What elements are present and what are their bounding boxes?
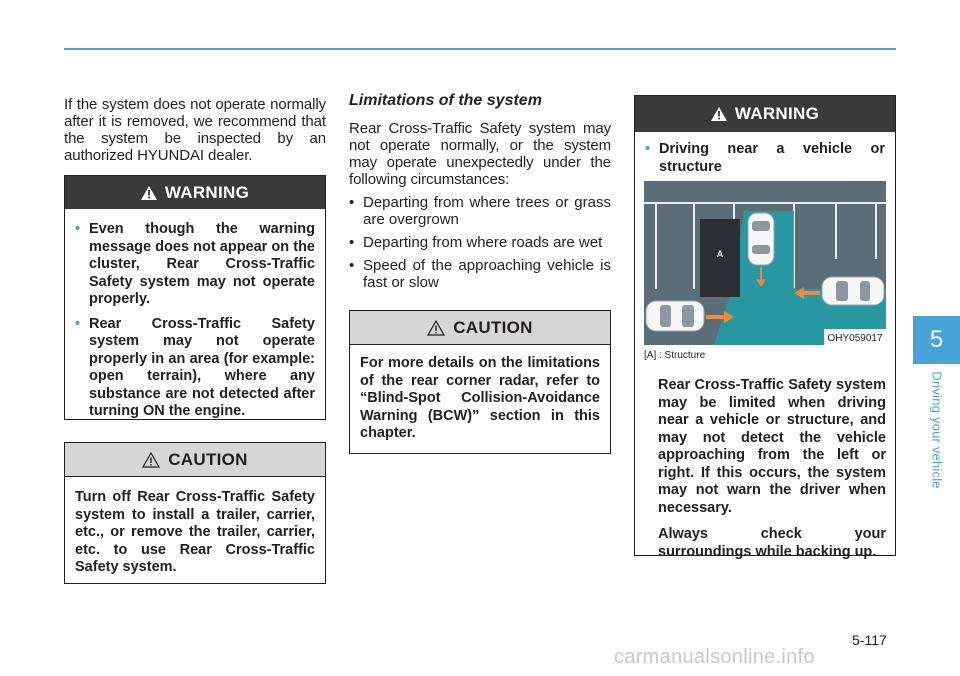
warning-item: • Even though the warning message does not appear on the cluster, Rear Cross-Traffic Safety system may not operate properly. bbox=[75, 221, 315, 309]
figure-code: OHY059017 bbox=[827, 333, 883, 344]
caution-title: CAUTION bbox=[168, 449, 248, 469]
caution-box-1 bbox=[64, 442, 326, 584]
figure-caption: [A] : Structure bbox=[644, 350, 706, 361]
warning-header bbox=[65, 176, 325, 209]
top-rule bbox=[64, 48, 896, 50]
warning-header bbox=[635, 96, 895, 132]
limitations-intro: Rear Cross-Traffic Safety system may not operate normally, or the system may operate unexpectedly under the following circumstances: bbox=[349, 120, 611, 188]
limitation-item: • Departing from where roads are wet bbox=[349, 234, 611, 251]
caution-triangle-icon bbox=[142, 452, 160, 468]
limitation-item: • Speed of the approaching vehicle is fast or slow bbox=[349, 257, 611, 291]
warning-paragraph: Always check your surroundings while backing up. bbox=[658, 526, 886, 560]
limitation-item: • Departing from where trees or grass are overgrown bbox=[349, 194, 611, 228]
warning-title: WARNING bbox=[164, 182, 250, 202]
caution-title: CAUTION bbox=[453, 317, 533, 337]
page-number: 5-117 bbox=[852, 632, 887, 648]
caution-text: Turn off Rear Cross-Traffic Safety system to install a trailer, carrier, etc., or remove the trailer, carrier, etc. to use Rear Cross-Traffic Safety system. bbox=[75, 489, 315, 575]
warning-triangle-icon bbox=[711, 107, 727, 121]
warning-title: WARNING bbox=[734, 104, 820, 123]
parking-illustration bbox=[644, 181, 886, 345]
warning-heading: • Driving near a vehicle or structure bbox=[645, 141, 885, 176]
warning-paragraph: Rear Cross-Traffic Safety system may be limited when driving near a vehicle or structure, and may not detect the vehicle approaching from the left or right. If this occurs, the system may not warn the driver when necessary. bbox=[658, 377, 886, 516]
chapter-tab: 5 bbox=[913, 316, 960, 364]
chapter-title: Driving your vehicle bbox=[929, 371, 945, 489]
approaching-car-left-icon bbox=[646, 301, 704, 331]
caution-header bbox=[65, 443, 325, 477]
caution-text: For more details on the limitations of the rear corner radar, refer to “Blind-Spot Collision-Avoidance Warning (BCW)” section in this chapter. bbox=[360, 355, 600, 441]
caution-triangle-icon bbox=[427, 320, 445, 336]
caution-box-2 bbox=[349, 310, 611, 454]
structure-label: A bbox=[716, 249, 724, 259]
approaching-car-right-icon bbox=[822, 277, 884, 305]
section-title: Limitations of the system bbox=[349, 92, 542, 109]
column-middle bbox=[349, 92, 611, 297]
intro-paragraph: If the system does not operate normally after it is removed, we recommend that the system be inspected by an authorized HYUNDAI dealer. bbox=[64, 96, 326, 164]
watermark: carmanualsonline.info bbox=[614, 646, 815, 668]
warning-body bbox=[658, 377, 886, 570]
column-left bbox=[64, 96, 326, 164]
warning-box-1 bbox=[64, 175, 326, 420]
caution-header bbox=[350, 311, 610, 345]
warning-item: • Rear Cross-Traffic Safety system may not operate properly in an area (for example: open terrain), where any substance are not detected after turning ON the engine. bbox=[75, 316, 315, 421]
warning-triangle-icon bbox=[141, 186, 157, 200]
reversing-car-icon bbox=[748, 213, 774, 265]
